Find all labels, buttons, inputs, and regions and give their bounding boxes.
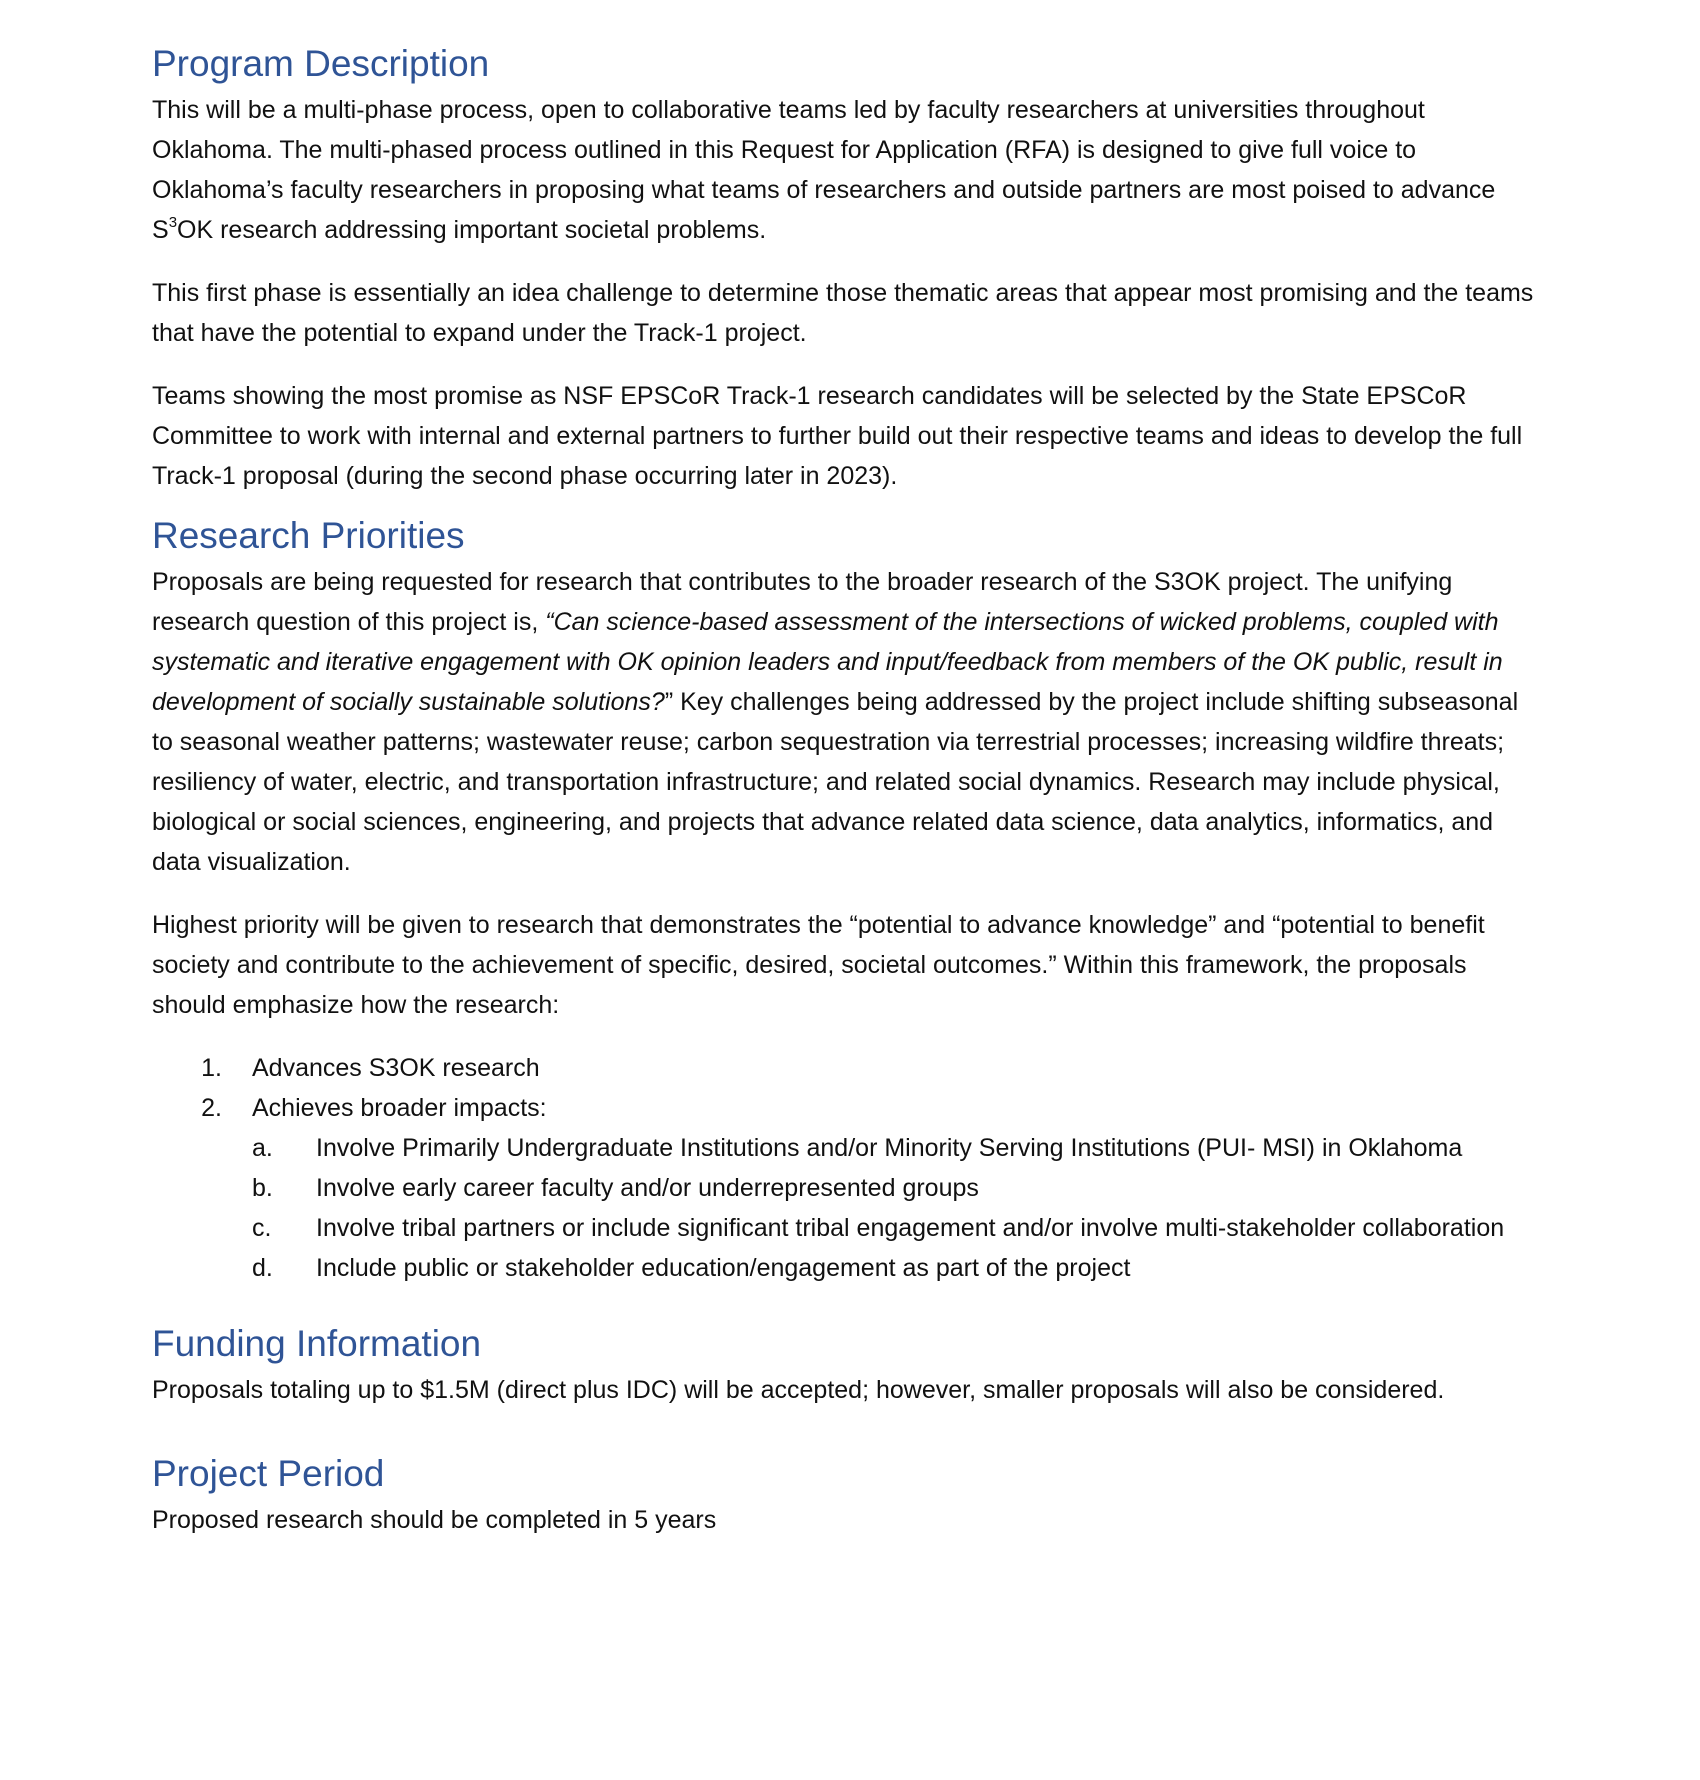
project-period-paragraph: Proposed research should be completed in 5 years <box>152 1506 717 1534</box>
program-description-paragraph-2: This first phase is essentially an idea challenge to determine those thematic areas that appear most promising and the teams that have the potential to expand under the Track-1 project. <box>152 279 1534 347</box>
program-description-paragraph-1 <box>152 90 1537 250</box>
project-period-heading: Project Period <box>152 1453 385 1494</box>
sublist-item-text: Involve Primarily Undergraduate Institutions and/or Minority Serving Institutions (PUI- MSI) in Oklahoma <box>316 1134 1463 1162</box>
list-item-number: 2. <box>201 1094 222 1122</box>
list-item <box>152 1048 1537 1088</box>
sublist-item-text: Involve tribal partners or include significant tribal engagement and/or involve multi-stakeholder collaboration <box>316 1214 1505 1242</box>
pd-p1-superscript: 3 <box>168 214 178 231</box>
sublist-item <box>152 1128 1537 1168</box>
priorities-list <box>152 1048 1537 1288</box>
research-priorities-paragraph-2: Highest priority will be given to research that demonstrates the “potential to advance knowledge” and “potential to benefit society and contribute to the achievement of specific, desired, societal outcomes.” Within this framework, the proposals should emphasize how the research: <box>152 911 1485 1019</box>
sublist-item-text: Include public or stakeholder education/engagement as part of the project <box>316 1254 1131 1282</box>
list-item-number: 1. <box>201 1054 222 1082</box>
sublist-item-letter: b. <box>252 1174 273 1202</box>
rp-p1-text-b: ” Key challenges being addressed by the project include shifting subseasonal to seasonal weather patterns; wastewater reuse; carbon sequestration via terrestrial processes; increasing wildfire threats; resiliency of water, electric, and transportation infrastructure; and related social dynamics. Research may include physical, biological or social sciences, engineering, and projects that advance related data science, data analytics, informatics, and data visualization. <box>152 688 1519 876</box>
sublist-item-letter: d. <box>252 1254 273 1282</box>
sublist-item <box>152 1168 1537 1208</box>
funding-information-paragraph: Proposals totaling up to $1.5M (direct plus IDC) will be accepted; however, smaller proposals will also be considered. <box>152 1376 1445 1404</box>
pd-p1-text-a: This will be a multi-phase process, open to collaborative teams led by faculty researchers at universities throughout Oklahoma. The multi-phased process outlined in this Request for Application (RFA) is designed to give full voice to Oklahoma’s faculty researchers in proposing what teams of researchers and outside partners are most poised to advance S <box>152 96 1496 244</box>
pd-p1-text-b: OK research addressing important societal problems. <box>177 216 767 244</box>
research-priorities-paragraph-1 <box>152 562 1537 882</box>
program-description-heading: Program Description <box>152 43 490 84</box>
sublist-item-text: Involve early career faculty and/or underrepresented groups <box>316 1174 979 1202</box>
sublist-item-letter: a. <box>252 1134 273 1162</box>
rp-p1-text-a: Proposals are being requested for research that contributes to the broader research of the S3OK project. The unifying research question of this project is, <box>152 568 1453 636</box>
sublist-item <box>152 1248 1537 1288</box>
list-item-text: Advances S3OK research <box>252 1054 540 1082</box>
document-page <box>152 38 1537 1540</box>
funding-information-heading: Funding Information <box>152 1323 482 1364</box>
rp-p1-question: “Can science-based assessment of the intersections of wicked problems, coupled with systematic and iterative engagement with OK opinion leaders and input/feedback from members of the OK public, result in development of socially sustainable solutions? <box>152 608 1503 716</box>
program-description-paragraph-3: Teams showing the most promise as NSF EPSCoR Track-1 research candidates will be selected by the State EPSCoR Committee to work with internal and external partners to further build out their respective teams and ideas to develop the full Track-1 proposal (during the second phase occurring later in 2023). <box>152 382 1523 490</box>
sublist-item-letter: c. <box>252 1214 272 1242</box>
sublist-item <box>152 1208 1537 1248</box>
list-item-text: Achieves broader impacts: <box>252 1094 547 1122</box>
list-item <box>152 1088 1537 1128</box>
research-priorities-heading: Research Priorities <box>152 515 465 556</box>
